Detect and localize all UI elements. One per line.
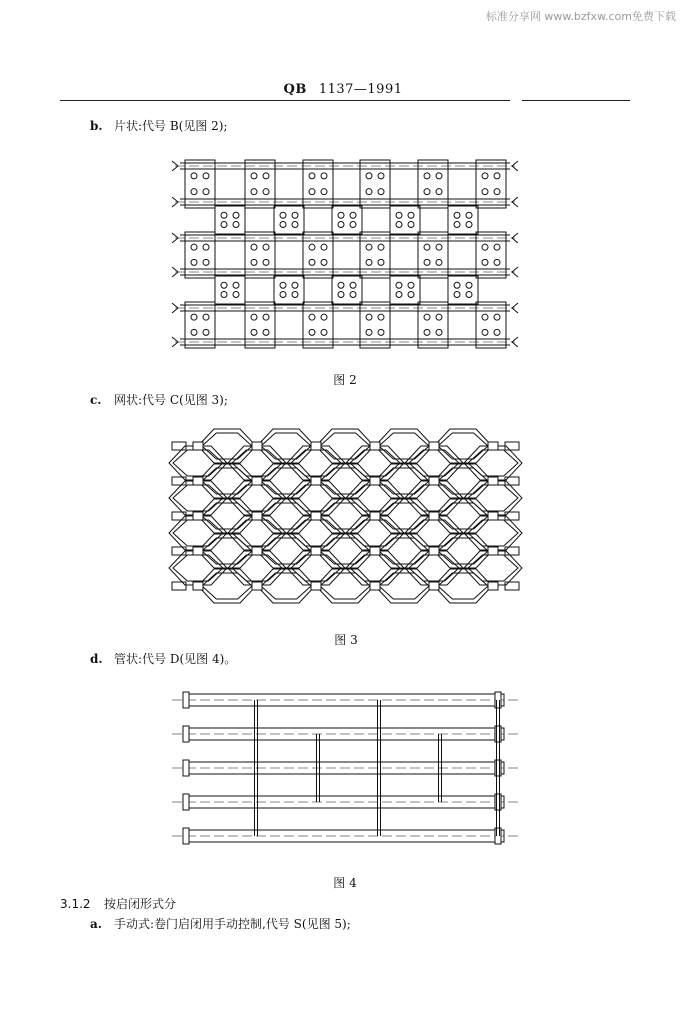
mesh-joint (370, 512, 380, 520)
rivet-hole (263, 173, 269, 179)
rivet-hole (203, 189, 209, 195)
rivet-hole (191, 173, 197, 179)
slat-plate (215, 206, 245, 234)
mesh-link-inner (438, 573, 488, 599)
rivet-hole (191, 244, 197, 250)
rivet-hole (396, 291, 402, 297)
rivet-hole (466, 212, 472, 218)
rivet-hole (482, 329, 488, 335)
slat-plate (274, 276, 304, 304)
figure-3-mesh-door (168, 426, 523, 616)
rivet-hole (436, 244, 442, 250)
mesh-joint (429, 547, 439, 555)
rivet-hole (321, 329, 327, 335)
mesh-joint (193, 512, 203, 520)
slat-plate (390, 206, 420, 234)
slat-plate (185, 232, 215, 278)
rivet-hole (482, 189, 488, 195)
item-b-mark: b. (90, 119, 103, 133)
mesh-link-inner (261, 573, 311, 599)
item-c-text: 网状:代号 C(见图 3); (114, 393, 228, 407)
item-d (90, 650, 236, 667)
rivet-hole (338, 212, 344, 218)
slat-plate (245, 232, 275, 278)
header-rule-right (522, 100, 630, 101)
mesh-joint (488, 477, 498, 485)
mesh-link (198, 569, 256, 603)
figure-2-slat-door (170, 152, 520, 352)
mesh-joint (488, 442, 498, 450)
slat-plate (360, 302, 390, 348)
mesh-link-inner (320, 573, 370, 599)
slat-plate (245, 160, 275, 208)
mesh-joint (311, 442, 321, 450)
rivet-hole (292, 282, 298, 288)
tube-end-nut (495, 692, 501, 708)
slat-plate (476, 160, 506, 208)
mesh-joint (193, 442, 203, 450)
mesh-joint (252, 547, 262, 555)
rivet-hole (321, 259, 327, 265)
rivet-hole (203, 314, 209, 320)
rivet-hole (436, 314, 442, 320)
tube-end-nut (495, 726, 501, 742)
rivet-hole (396, 282, 402, 288)
rivet-hole (263, 329, 269, 335)
rivet-hole (378, 189, 384, 195)
rivet-hole (280, 291, 286, 297)
rivet-hole (454, 221, 460, 227)
mesh-joint (252, 582, 262, 590)
mesh-joint (488, 512, 498, 520)
item-c (90, 391, 228, 408)
rivet-hole (350, 282, 356, 288)
rivet-hole (233, 221, 239, 227)
rivet-hole (263, 259, 269, 265)
mesh-joint (429, 477, 439, 485)
rivet-hole (338, 221, 344, 227)
mesh-link (434, 569, 492, 603)
slat-plate (274, 206, 304, 234)
slat-plate (245, 302, 275, 348)
section-item-a-text: 手动式:卷门启闭用手动控制,代号 S(见图 5); (114, 917, 351, 931)
slat-plate (303, 232, 333, 278)
rivet-hole (494, 259, 500, 265)
tube-end-nut (183, 794, 189, 810)
mesh-joint (429, 512, 439, 520)
slat-plate (476, 302, 506, 348)
item-d-text: 管状:代号 D(见图 4)。 (114, 652, 237, 666)
rivet-hole (424, 259, 430, 265)
rivet-hole (292, 221, 298, 227)
rivet-hole (350, 212, 356, 218)
rivet-hole (494, 314, 500, 320)
slat-plate (360, 160, 390, 208)
rivet-hole (251, 259, 257, 265)
rivet-hole (280, 221, 286, 227)
site-watermark: 标准分享网 www.bzfxw.com免费下载 (485, 10, 676, 23)
section-title: 按启闭形式分 (104, 897, 177, 911)
slat-plate (448, 206, 478, 234)
slat-plate (418, 302, 448, 348)
rivet-hole (191, 189, 197, 195)
rivet-hole (321, 314, 327, 320)
slat-plate (332, 206, 362, 234)
rivet-hole (366, 329, 372, 335)
figure-4-caption: 图 4 (333, 876, 357, 890)
slat-plate (303, 160, 333, 208)
mesh-link (257, 569, 315, 603)
slat-plate (448, 276, 478, 304)
rivet-hole (366, 173, 372, 179)
rivet-hole (366, 189, 372, 195)
mesh-joint (311, 582, 321, 590)
rivet-hole (251, 314, 257, 320)
mesh-joint (429, 582, 439, 590)
mesh-joint (370, 442, 380, 450)
section-3-1-2 (60, 895, 176, 912)
rivet-hole (482, 244, 488, 250)
tube-end-nut (183, 726, 189, 742)
mesh-joint (193, 582, 203, 590)
rivet-hole (378, 314, 384, 320)
rivet-hole (191, 329, 197, 335)
rivet-hole (263, 189, 269, 195)
item-c-mark: c. (90, 393, 102, 407)
tube-end-nut (183, 692, 189, 708)
rivet-hole (454, 282, 460, 288)
item-d-mark: d. (90, 652, 103, 666)
mesh-link-inner (202, 573, 252, 599)
rivet-hole (436, 173, 442, 179)
slat-plate (185, 302, 215, 348)
item-b (90, 117, 228, 134)
rivet-hole (338, 282, 344, 288)
rivet-hole (203, 329, 209, 335)
mesh-joint (193, 547, 203, 555)
mesh-joint (488, 547, 498, 555)
rivet-hole (424, 189, 430, 195)
rivet-hole (408, 291, 414, 297)
rivet-hole (321, 173, 327, 179)
rivet-hole (263, 244, 269, 250)
rivet-hole (482, 259, 488, 265)
rivet-hole (378, 259, 384, 265)
rivet-hole (191, 259, 197, 265)
rivet-hole (436, 329, 442, 335)
rivet-hole (280, 212, 286, 218)
mesh-joint (252, 477, 262, 485)
rivet-hole (350, 221, 356, 227)
rivet-hole (309, 244, 315, 250)
rivet-hole (221, 282, 227, 288)
section-item-a (90, 915, 351, 932)
rivet-hole (292, 212, 298, 218)
rivet-hole (203, 244, 209, 250)
rivet-hole (309, 173, 315, 179)
rivet-hole (494, 329, 500, 335)
tube-end-nut (495, 794, 501, 810)
rivet-hole (378, 173, 384, 179)
rivet-hole (350, 291, 356, 297)
mesh-joint (370, 477, 380, 485)
rivet-hole (280, 282, 286, 288)
standard-code: 1137—1991 (318, 82, 403, 97)
rivet-hole (366, 244, 372, 250)
rivet-hole (292, 291, 298, 297)
mesh-link (375, 569, 433, 603)
mesh-end-tab (172, 442, 186, 450)
rivet-hole (378, 329, 384, 335)
slat-plate (418, 160, 448, 208)
rivet-hole (396, 221, 402, 227)
mesh-joint (311, 512, 321, 520)
mesh-joint (429, 442, 439, 450)
standard-prefix: QB (283, 82, 307, 97)
slat-plate (360, 232, 390, 278)
slat-plate (185, 160, 215, 208)
mesh-joint (311, 547, 321, 555)
rivet-hole (408, 212, 414, 218)
slat-plate (418, 232, 448, 278)
rivet-hole (424, 173, 430, 179)
rivet-hole (424, 244, 430, 250)
rivet-hole (366, 259, 372, 265)
mesh-joint (252, 512, 262, 520)
rivet-hole (466, 221, 472, 227)
rivet-hole (466, 291, 472, 297)
rivet-hole (251, 244, 257, 250)
rivet-hole (251, 173, 257, 179)
rivet-hole (203, 173, 209, 179)
rivet-hole (454, 212, 460, 218)
figure-2-caption: 图 2 (333, 373, 357, 387)
rivet-hole (203, 259, 209, 265)
mesh-end-tab (505, 442, 519, 450)
rivet-hole (396, 212, 402, 218)
mesh-joint (370, 582, 380, 590)
rivet-hole (424, 314, 430, 320)
rivet-hole (233, 282, 239, 288)
rivet-hole (366, 314, 372, 320)
section-number: 3.1.2 (60, 897, 91, 911)
mesh-joint (370, 547, 380, 555)
rivet-hole (233, 212, 239, 218)
rivet-hole (494, 189, 500, 195)
rivet-hole (309, 189, 315, 195)
rivet-hole (321, 189, 327, 195)
rivet-hole (309, 314, 315, 320)
page-header (0, 82, 686, 97)
tube-end-nut (183, 760, 189, 776)
mesh-joint (311, 477, 321, 485)
figure-3-caption: 图 3 (334, 633, 358, 647)
rivet-hole (436, 259, 442, 265)
mesh-joint (252, 442, 262, 450)
figure-4-tube-door (168, 686, 523, 852)
rivet-hole (191, 314, 197, 320)
rivet-hole (233, 291, 239, 297)
rivet-hole (251, 329, 257, 335)
rivet-hole (378, 244, 384, 250)
rivet-hole (494, 173, 500, 179)
rivet-hole (309, 259, 315, 265)
rivet-hole (482, 173, 488, 179)
rivet-hole (494, 244, 500, 250)
rivet-hole (263, 314, 269, 320)
rivet-hole (221, 212, 227, 218)
mesh-link (316, 569, 374, 603)
rivet-hole (408, 221, 414, 227)
tube-end-nut (495, 828, 501, 844)
section-item-a-mark: a. (90, 917, 102, 931)
rivet-hole (436, 189, 442, 195)
rivet-hole (424, 329, 430, 335)
rivet-hole (221, 221, 227, 227)
rivet-hole (408, 282, 414, 288)
mesh-joint (193, 477, 203, 485)
slat-plate (390, 276, 420, 304)
rivet-hole (321, 244, 327, 250)
slat-plate (332, 276, 362, 304)
rivet-hole (466, 282, 472, 288)
rivet-hole (454, 291, 460, 297)
rivet-hole (309, 329, 315, 335)
item-b-text: 片状:代号 B(见图 2); (114, 119, 228, 133)
mesh-link-inner (379, 573, 429, 599)
tube-end-nut (495, 760, 501, 776)
header-rule-left (60, 100, 510, 101)
slat-plate (215, 276, 245, 304)
rivet-hole (482, 314, 488, 320)
slat-plate (476, 232, 506, 278)
tube-end-nut (183, 828, 189, 844)
rivet-hole (221, 291, 227, 297)
rivet-hole (251, 189, 257, 195)
mesh-joint (488, 582, 498, 590)
slat-plate (303, 302, 333, 348)
rivet-hole (338, 291, 344, 297)
